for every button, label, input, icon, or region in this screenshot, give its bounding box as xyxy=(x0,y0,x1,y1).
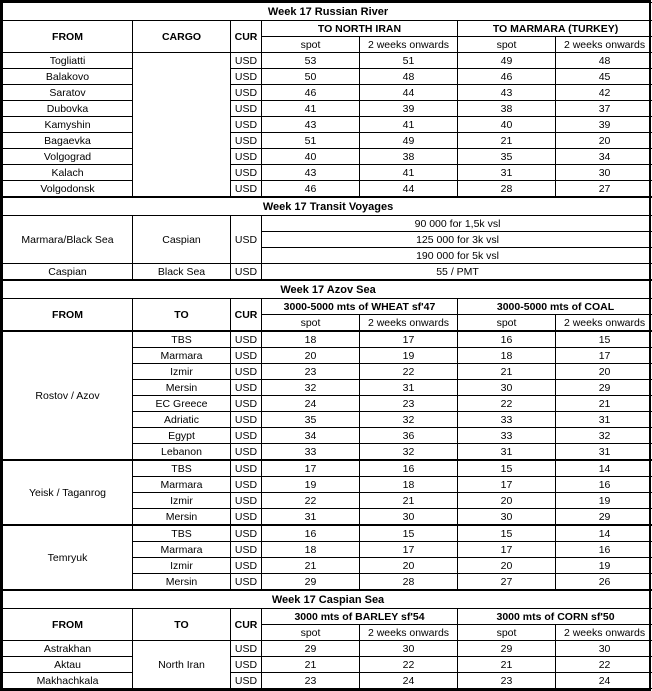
transit-rate-cell: 190 000 for 5k vsl xyxy=(262,248,652,264)
rate-cell: 41 xyxy=(360,165,458,181)
to-header: TO xyxy=(133,299,231,332)
rate-cell: 21 xyxy=(262,558,360,574)
currency-cell: USD xyxy=(231,149,262,165)
rate-cell: 20 xyxy=(556,133,652,149)
rate-cell: 19 xyxy=(556,493,652,509)
to-cell: Izmir xyxy=(133,493,231,509)
rate-cell: 44 xyxy=(360,181,458,198)
spot-header: spot xyxy=(458,625,556,641)
rate-cell: 17 xyxy=(458,477,556,493)
rate-cell: 19 xyxy=(262,477,360,493)
spot-header: spot xyxy=(262,37,360,53)
section-title: Week 17 Caspian Sea xyxy=(3,590,652,609)
rate-cell: 29 xyxy=(556,380,652,396)
rate-cell: 49 xyxy=(458,53,556,69)
onwards-header: 2 weeks onwards xyxy=(556,37,652,53)
from-cell: Kamyshin xyxy=(3,117,133,133)
currency-cell: USD xyxy=(231,558,262,574)
to-cell: Mersin xyxy=(133,380,231,396)
rate-cell: 31 xyxy=(556,444,652,461)
rate-cell: 19 xyxy=(360,348,458,364)
rate-cell: 22 xyxy=(262,493,360,509)
rate-cell: 29 xyxy=(262,641,360,657)
group2-header: TO MARMARA (TURKEY) xyxy=(458,21,652,37)
currency-cell: USD xyxy=(231,85,262,101)
rate-cell: 42 xyxy=(556,85,652,101)
rate-cell: 30 xyxy=(360,509,458,526)
rate-cell: 17 xyxy=(458,542,556,558)
rate-cell: 23 xyxy=(262,673,360,689)
rate-cell: 31 xyxy=(556,412,652,428)
group1-header: 3000-5000 mts of WHEAT sf'47 xyxy=(262,299,458,315)
section-title: Week 17 Russian River xyxy=(3,3,652,21)
rate-cell: 26 xyxy=(556,574,652,591)
rate-cell: 28 xyxy=(360,574,458,591)
rate-cell: 43 xyxy=(262,117,360,133)
group2-header: 3000-5000 mts of COAL xyxy=(458,299,652,315)
rate-cell: 18 xyxy=(360,477,458,493)
from-cell: Astrakhan xyxy=(3,641,133,657)
table-row xyxy=(3,641,652,657)
currency-header: CUR xyxy=(231,299,262,332)
table-row xyxy=(3,133,652,149)
spot-header: spot xyxy=(262,625,360,641)
to-cell: TBS xyxy=(133,525,231,542)
spot-header: spot xyxy=(458,37,556,53)
header-row xyxy=(3,21,652,37)
rate-cell: 29 xyxy=(556,509,652,526)
currency-cell: USD xyxy=(231,101,262,117)
currency-cell: USD xyxy=(231,380,262,396)
rate-cell: 50 xyxy=(262,69,360,85)
rate-cell: 17 xyxy=(360,331,458,348)
rate-cell: 16 xyxy=(458,331,556,348)
rate-cell: 22 xyxy=(556,657,652,673)
rate-cell: 20 xyxy=(360,558,458,574)
transit-rate-cell: 55 / PMT xyxy=(262,264,652,281)
rate-cell: 48 xyxy=(360,69,458,85)
to-cell: Lebanon xyxy=(133,444,231,461)
rate-cell: 44 xyxy=(360,85,458,101)
currency-cell: USD xyxy=(231,525,262,542)
section-title: Week 17 Transit Voyages xyxy=(3,197,652,216)
onwards-header: 2 weeks onwards xyxy=(360,625,458,641)
rate-cell: 16 xyxy=(360,460,458,477)
rate-cell: 32 xyxy=(556,428,652,444)
section-title-row xyxy=(3,197,652,216)
currency-cell: USD xyxy=(231,542,262,558)
rate-cell: 34 xyxy=(262,428,360,444)
rate-cell: 15 xyxy=(458,525,556,542)
rate-cell: 35 xyxy=(262,412,360,428)
rate-cell: 17 xyxy=(556,348,652,364)
rate-cell: 29 xyxy=(458,641,556,657)
rate-cell: 23 xyxy=(262,364,360,380)
rate-cell: 40 xyxy=(458,117,556,133)
rate-cell: 22 xyxy=(360,364,458,380)
onwards-header: 2 weeks onwards xyxy=(360,37,458,53)
header-row xyxy=(3,609,652,625)
group1-header: TO NORTH IRAN xyxy=(262,21,458,37)
to-cell: Mersin xyxy=(133,574,231,591)
to-cell: Caspian xyxy=(133,216,231,264)
table-row xyxy=(3,117,652,133)
to-cell: Marmara xyxy=(133,477,231,493)
group2-header: 3000 mts of CORN sf'50 xyxy=(458,609,652,625)
rate-cell: 20 xyxy=(458,493,556,509)
rate-cell: 19 xyxy=(556,558,652,574)
table-row xyxy=(3,331,652,348)
rate-cell: 21 xyxy=(458,657,556,673)
rate-cell: 43 xyxy=(458,85,556,101)
currency-cell: USD xyxy=(231,216,262,264)
rate-cell: 17 xyxy=(262,460,360,477)
rate-cell: 14 xyxy=(556,525,652,542)
section-title-row xyxy=(3,3,652,21)
from-header: FROM xyxy=(3,21,133,53)
to-cell: Adriatic xyxy=(133,412,231,428)
rate-cell: 32 xyxy=(360,444,458,461)
rate-cell: 32 xyxy=(262,380,360,396)
rate-cell: 32 xyxy=(360,412,458,428)
rate-cell: 24 xyxy=(556,673,652,689)
to-cell: TBS xyxy=(133,331,231,348)
table-row xyxy=(3,53,652,69)
to-cell: Black Sea xyxy=(133,264,231,281)
rate-cell: 14 xyxy=(556,460,652,477)
table-row xyxy=(3,69,652,85)
section-title-row xyxy=(3,280,652,299)
rate-cell: 41 xyxy=(262,101,360,117)
from-header: FROM xyxy=(3,609,133,641)
rate-cell: 29 xyxy=(262,574,360,591)
currency-cell: USD xyxy=(231,460,262,477)
cargo-header: CARGO xyxy=(133,21,231,53)
freight-rates-table xyxy=(2,2,652,689)
rate-cell: 28 xyxy=(458,181,556,198)
rate-cell: 31 xyxy=(360,380,458,396)
rate-cell: 16 xyxy=(556,542,652,558)
rate-cell: 30 xyxy=(556,641,652,657)
rate-cell: 18 xyxy=(262,331,360,348)
from-cell: Bagaevka xyxy=(3,133,133,149)
rate-cell: 30 xyxy=(360,641,458,657)
from-cell: Yeisk / Taganrog xyxy=(3,460,133,525)
currency-cell: USD xyxy=(231,412,262,428)
rate-cell: 40 xyxy=(262,149,360,165)
to-cell: North Iran xyxy=(133,641,231,689)
rate-cell: 33 xyxy=(458,428,556,444)
rate-cell: 30 xyxy=(458,380,556,396)
currency-cell: USD xyxy=(231,133,262,149)
from-cell: Caspian xyxy=(3,264,133,281)
rate-cell: 22 xyxy=(360,657,458,673)
to-cell: Izmir xyxy=(133,558,231,574)
group1-header: 3000 mts of BARLEY sf'54 xyxy=(262,609,458,625)
spot-header: spot xyxy=(458,315,556,332)
rate-cell: 21 xyxy=(360,493,458,509)
to-cell: Mersin xyxy=(133,509,231,526)
rate-cell: 33 xyxy=(458,412,556,428)
rate-cell: 31 xyxy=(262,509,360,526)
currency-cell: USD xyxy=(231,493,262,509)
from-header: FROM xyxy=(3,299,133,332)
currency-header: CUR xyxy=(231,21,262,53)
section-title-row xyxy=(3,590,652,609)
from-cell: Rostov / Azov xyxy=(3,331,133,460)
currency-cell: USD xyxy=(231,574,262,591)
rate-cell: 24 xyxy=(360,673,458,689)
currency-cell: USD xyxy=(231,364,262,380)
table-row xyxy=(3,264,652,281)
header-row xyxy=(3,299,652,315)
table-row xyxy=(3,216,652,232)
rate-cell: 46 xyxy=(262,85,360,101)
table-row xyxy=(3,673,652,689)
rate-cell: 23 xyxy=(458,673,556,689)
rate-cell: 46 xyxy=(262,181,360,198)
rate-cell: 27 xyxy=(458,574,556,591)
currency-cell: USD xyxy=(231,444,262,461)
rate-cell: 37 xyxy=(556,101,652,117)
currency-cell: USD xyxy=(231,428,262,444)
table-row xyxy=(3,525,652,542)
rate-cell: 24 xyxy=(262,396,360,412)
rate-cell: 36 xyxy=(360,428,458,444)
to-cell: TBS xyxy=(133,460,231,477)
from-cell: Volgodonsk xyxy=(3,181,133,198)
rate-cell: 16 xyxy=(262,525,360,542)
transit-rate-cell: 90 000 for 1,5k vsl xyxy=(262,216,652,232)
rate-cell: 15 xyxy=(360,525,458,542)
currency-cell: USD xyxy=(231,69,262,85)
table-row xyxy=(3,657,652,673)
rate-cell: 15 xyxy=(458,460,556,477)
currency-cell: USD xyxy=(231,348,262,364)
currency-cell: USD xyxy=(231,396,262,412)
rate-cell: 35 xyxy=(458,149,556,165)
rate-cell: 15 xyxy=(556,331,652,348)
rate-cell: 30 xyxy=(556,165,652,181)
rate-cell: 21 xyxy=(556,396,652,412)
from-cell: Marmara/Black Sea xyxy=(3,216,133,264)
currency-cell: USD xyxy=(231,181,262,198)
rate-cell: 39 xyxy=(360,101,458,117)
currency-cell: USD xyxy=(231,165,262,181)
rate-cell: 33 xyxy=(262,444,360,461)
section-title: Week 17 Azov Sea xyxy=(3,280,652,299)
to-header: TO xyxy=(133,609,231,641)
table-row xyxy=(3,101,652,117)
currency-header: CUR xyxy=(231,609,262,641)
rate-cell: 46 xyxy=(458,69,556,85)
rate-cell: 18 xyxy=(262,542,360,558)
currency-cell: USD xyxy=(231,264,262,281)
from-cell: Togliatti xyxy=(3,53,133,69)
from-cell: Saratov xyxy=(3,85,133,101)
currency-cell: USD xyxy=(231,509,262,526)
onwards-header: 2 weeks onwards xyxy=(556,315,652,332)
table-row xyxy=(3,181,652,198)
from-cell: Makhachkala xyxy=(3,673,133,689)
currency-cell: USD xyxy=(231,673,262,689)
cargo-cell xyxy=(133,53,231,198)
to-cell: Izmir xyxy=(133,364,231,380)
currency-cell: USD xyxy=(231,477,262,493)
rate-cell: 20 xyxy=(262,348,360,364)
rate-cell: 51 xyxy=(262,133,360,149)
from-cell: Volgograd xyxy=(3,149,133,165)
rate-cell: 21 xyxy=(262,657,360,673)
rate-cell: 22 xyxy=(458,396,556,412)
rate-cell: 38 xyxy=(360,149,458,165)
from-cell: Dubovka xyxy=(3,101,133,117)
table-row xyxy=(3,165,652,181)
rate-cell: 16 xyxy=(556,477,652,493)
rate-cell: 51 xyxy=(360,53,458,69)
rate-cell: 49 xyxy=(360,133,458,149)
onwards-header: 2 weeks onwards xyxy=(360,315,458,332)
to-cell: EC Greece xyxy=(133,396,231,412)
rate-cell: 18 xyxy=(458,348,556,364)
rate-cell: 41 xyxy=(360,117,458,133)
currency-cell: USD xyxy=(231,117,262,133)
to-cell: Marmara xyxy=(133,542,231,558)
rate-cell: 20 xyxy=(556,364,652,380)
spot-header: spot xyxy=(262,315,360,332)
table-row xyxy=(3,149,652,165)
rate-cell: 30 xyxy=(458,509,556,526)
table-row xyxy=(3,85,652,101)
rate-cell: 21 xyxy=(458,133,556,149)
table-row xyxy=(3,460,652,477)
rate-cell: 17 xyxy=(360,542,458,558)
rate-cell: 34 xyxy=(556,149,652,165)
rate-cell: 48 xyxy=(556,53,652,69)
rate-cell: 20 xyxy=(458,558,556,574)
rate-cell: 53 xyxy=(262,53,360,69)
rate-cell: 21 xyxy=(458,364,556,380)
from-cell: Kalach xyxy=(3,165,133,181)
to-cell: Egypt xyxy=(133,428,231,444)
currency-cell: USD xyxy=(231,641,262,657)
rate-cell: 31 xyxy=(458,444,556,461)
rate-cell: 27 xyxy=(556,181,652,198)
rate-cell: 39 xyxy=(556,117,652,133)
from-cell: Aktau xyxy=(3,657,133,673)
onwards-header: 2 weeks onwards xyxy=(556,625,652,641)
from-cell: Temryuk xyxy=(3,525,133,590)
rate-cell: 43 xyxy=(262,165,360,181)
currency-cell: USD xyxy=(231,657,262,673)
rate-cell: 38 xyxy=(458,101,556,117)
rate-cell: 31 xyxy=(458,165,556,181)
to-cell: Marmara xyxy=(133,348,231,364)
transit-rate-cell: 125 000 for 3k vsl xyxy=(262,232,652,248)
currency-cell: USD xyxy=(231,331,262,348)
rate-cell: 45 xyxy=(556,69,652,85)
from-cell: Balakovo xyxy=(3,69,133,85)
rate-cell: 23 xyxy=(360,396,458,412)
currency-cell: USD xyxy=(231,53,262,69)
